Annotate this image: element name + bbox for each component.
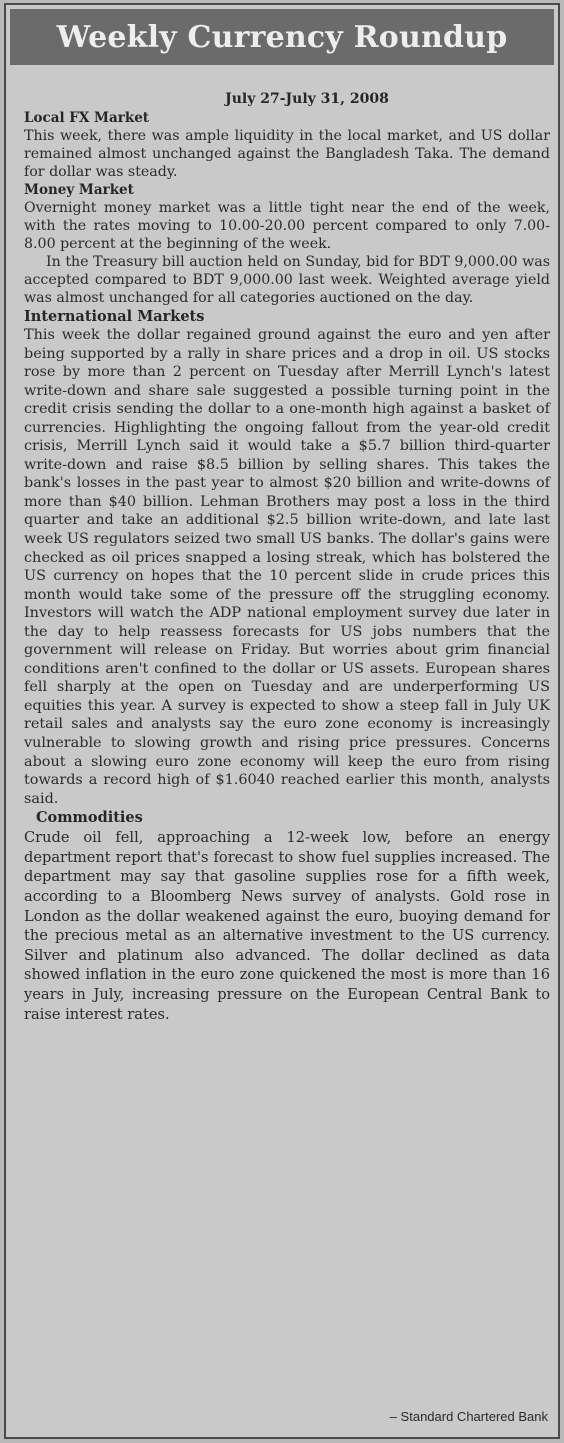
section-heading: Money Market xyxy=(24,182,134,198)
section-paragraph: In the Treasury bill auction held on Sunday, bid for BDT 9,000.00 was accepted compared to BDT 9,000.00 last week. Weighted average yield was almost unchanged for all categories auctioned on the day. xyxy=(24,254,550,306)
section-local-fx xyxy=(24,109,550,181)
section-heading: International Markets xyxy=(24,308,205,325)
section-paragraph: This week, there was ample liquidity in the local market, and US dollar remained almost unchanged against the Bangladesh Taka. The demand for dollar was steady. xyxy=(24,128,550,180)
article-clipping xyxy=(4,3,560,1439)
section-international-markets xyxy=(24,307,550,808)
section-paragraph: Crude oil fell, approaching a 12-week low, before an energy department report that's forecast to show fuel supplies increased. The department may say that gasoline supplies rose for a fifth week, according to a Bloomberg News survey of analysts. Gold rose in London as the dollar weakened against the euro, buoying demand for the precious metal as an alternative investment to the US currency. Silver and platinum also advanced. The dollar declined as data showed inflation in the euro zone quickened the most is more than 16 years in July, increasing pressure on the European Central Bank to raise interest rates. xyxy=(24,829,550,1023)
date-range: July 27-July 31, 2008 xyxy=(225,91,389,107)
section-paragraph: Overnight money market was a little tight near the end of the week, with the rates moving to 10.00-20.00 percent compared to only 7.00-8.00 percent at the beginning of the week. xyxy=(24,200,550,252)
section-commodities xyxy=(24,808,550,1024)
article-body xyxy=(24,89,550,1024)
byline-signature: – Standard Chartered Bank xyxy=(389,1409,548,1424)
section-heading: Local FX Market xyxy=(24,110,150,126)
section-paragraph: This week the dollar regained ground against the euro and yen after being supported by a rally in share prices and a drop in oil. US stocks rose by more than 2 percent on Tuesday after Merrill Lynch's latest write-down and share sale suggested a possible turning point in the credit crisis sending the dollar to a one-month high against a basket of currencies. Highlighting the ongoing fallout from the year-old credit crisis, Merrill Lynch said it would take a $5.7 billion third-quarter write-down and raise $8.5 billion by selling shares. This takes the bank's losses in the past year to almost $20 billion and write-downs of more than $40 billion. Lehman Brothers may post a loss in the third quarter and take an additional $2.5 billion write-down, and late last week US regulators seized two small US banks. The dollar's gains were checked as oil prices snapped a losing streak, which has bolstered the US currency on hopes that the 10 percent slide in crude prices this month would take some of the pressure off the struggling economy. Investors will watch the ADP national employment survey due later in the day to help reassess forecasts for US jobs numbers that the government will release on Friday. But worries about grim financial conditions aren't confined to the dollar or US assets. European shares fell sharply at the open on Tuesday and are underperforming US equities this year. A survey is expected to show a steep fall in July UK retail sales and analysts say the euro zone economy is increasingly vulnerable to slowing growth and rising price pressures. Concerns about a slowing euro zone economy will keep the euro from rising towards a record high of $1.6040 reached earlier this month, analysts said. xyxy=(24,327,550,807)
article-title: Weekly Currency Roundup xyxy=(56,19,508,55)
title-banner xyxy=(10,9,554,65)
section-money-market xyxy=(24,181,550,307)
section-heading: Commodities xyxy=(36,809,143,827)
